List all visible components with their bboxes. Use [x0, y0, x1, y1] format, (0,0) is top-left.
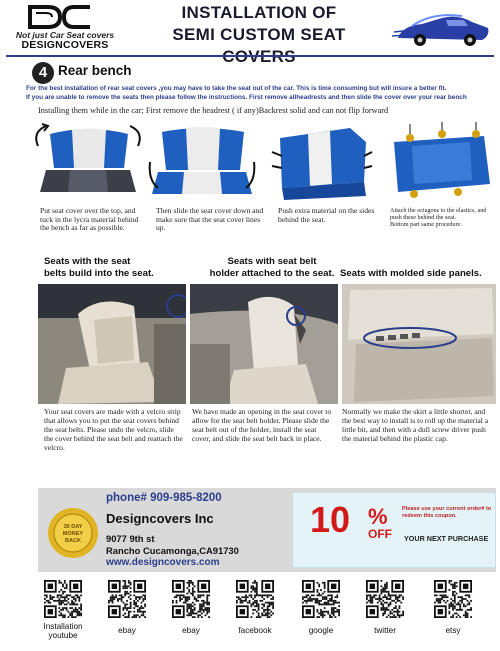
scenario1-title-line2: belts build into the seat.: [44, 268, 154, 279]
instruction-text: Installing them while in the car; First remove the headrest ( if any)Backrest solid and can not flip forward: [38, 106, 389, 115]
step1-caption: Put seat cover over the top, and tuck in the lycra material behind the bench as far as possible.: [40, 206, 139, 233]
qr-code-6[interactable]: [366, 580, 404, 618]
qr-code-3[interactable]: [172, 580, 210, 618]
coupon-percent-sign: %: [368, 504, 388, 529]
race-car-logo-icon: [392, 4, 494, 52]
scenario3-description: Normally we make the skirt a little shorter, and the best way to install is to roll up the material a little bit, and then with a dull screw driver push the material behind the plastic cap.: [342, 407, 489, 443]
qr-code-5[interactable]: [302, 580, 340, 618]
svg-text:BACK: BACK: [65, 538, 81, 544]
step4-caption: [390, 207, 494, 228]
coupon-off: OFF: [368, 527, 392, 541]
scenario2-title-line2: holder attached to the seat.: [209, 268, 335, 279]
scenario2-title: [196, 256, 348, 280]
scenario2-description: We have made an opening in the seat cover to allow for the seat belt holder. Please slide the seat belt out of the holder, install the seat cover, and slide the seat belt back in place.: [192, 407, 332, 443]
qr-label-line1: twitter: [374, 626, 396, 635]
logo-name: DESIGNCOVERS: [21, 39, 109, 51]
step3-caption: Push extra material on the sides behind the seat.: [278, 206, 375, 224]
step2-diagram: [146, 122, 258, 204]
money-back-seal-icon: [46, 506, 100, 560]
qr-label-line1: google: [308, 626, 334, 635]
coupon-note: Please use your current order# to redeem this coupon.: [402, 506, 492, 519]
qr-code-2[interactable]: [108, 580, 146, 618]
coupon-percent: 10: [310, 499, 351, 540]
page-title: [136, 2, 382, 52]
scenario2-title-line1: Seats with seat belt: [227, 256, 317, 267]
step2-caption: Then slide the seat cover down and make sure that the seat cover lines up.: [156, 206, 264, 233]
svg-text:MONEY: MONEY: [62, 531, 84, 537]
scenario1-description: Your seat covers are made with a velcro strip that allows you to put the seat covers behind the seat belts. Please undo the velcro, slide the cover behind the seat belt and reattach the velcro.: [44, 407, 183, 452]
scenario3-title: [340, 268, 498, 280]
step3-diagram: [266, 122, 378, 204]
qr-label-line1: facebook: [238, 626, 272, 635]
scenario1-title: [44, 256, 192, 280]
page-header: [0, 0, 500, 56]
intro-line2: If you are unable to remove the seats then please follow the instructions. First remove allheadrests and then slide the cover over your rear bench: [26, 94, 467, 101]
qr-label-line2: youtube: [48, 631, 78, 640]
designcovers-logo[interactable]: [6, 4, 124, 52]
svg-text:30 DAY: 30 DAY: [63, 524, 83, 530]
company-name: Designcovers Inc: [106, 511, 214, 526]
coupon-next-purchase: YOUR NEXT PURCHASE: [404, 534, 489, 543]
city-address: Rancho Cucamonga,CA91730: [106, 545, 239, 556]
qr-label-line1: etsy: [445, 626, 461, 635]
scenario3-title-line1: Seats with molded side panels.: [340, 268, 482, 279]
step4-caption-line1: Attach the octagons to the elastics, and push these behind the seat.: [390, 207, 487, 221]
qr-label-1: [28, 622, 98, 640]
section-title: Rear bench: [58, 63, 132, 78]
qr-label-2: [92, 626, 162, 635]
page-title-line1: INSTALLATION OF: [181, 3, 337, 22]
qr-code-1[interactable]: [44, 580, 82, 618]
phone-number[interactable]: phone# 909-985-8200: [106, 492, 222, 504]
header-rule: [6, 55, 494, 57]
qr-label-4: [220, 626, 290, 635]
qr-label-line1: Installation: [43, 622, 83, 631]
page-title-line2: SEMI CUSTOM SEAT: [172, 25, 346, 44]
scenario1-title-line1: Seats with the seat: [44, 256, 131, 267]
logo-tagline: Not just Car Seat covers: [15, 30, 115, 40]
scenario1-photo: [38, 284, 186, 404]
step4-diagram: [384, 122, 496, 204]
qr-code-7[interactable]: [434, 580, 472, 618]
qr-label-7: [418, 626, 488, 635]
scenario3-photo: [342, 284, 496, 404]
qr-label-line1: ebay: [182, 626, 200, 635]
qr-label-5: [286, 626, 356, 635]
qr-label-3: [156, 626, 226, 635]
intro-line1: For the best installation of rear seat covers ,you may have to take the seat out of the car. This is time consuming but will insure a better fit.: [26, 85, 447, 92]
qr-label-6: [350, 626, 420, 635]
qr-code-4[interactable]: [236, 580, 274, 618]
dc-logo-icon: [26, 4, 96, 30]
step1-diagram: [32, 122, 144, 204]
qr-label-line1: ebay: [118, 626, 136, 635]
step4-caption-line2: Bottom part same procedure.: [390, 221, 462, 228]
step-number-badge: 4: [32, 62, 54, 84]
scenario2-photo: [190, 284, 338, 404]
intro-text: [26, 84, 496, 102]
website-link[interactable]: www.designcovers.com: [106, 557, 220, 568]
street-address: 9077 9th st: [106, 533, 155, 544]
